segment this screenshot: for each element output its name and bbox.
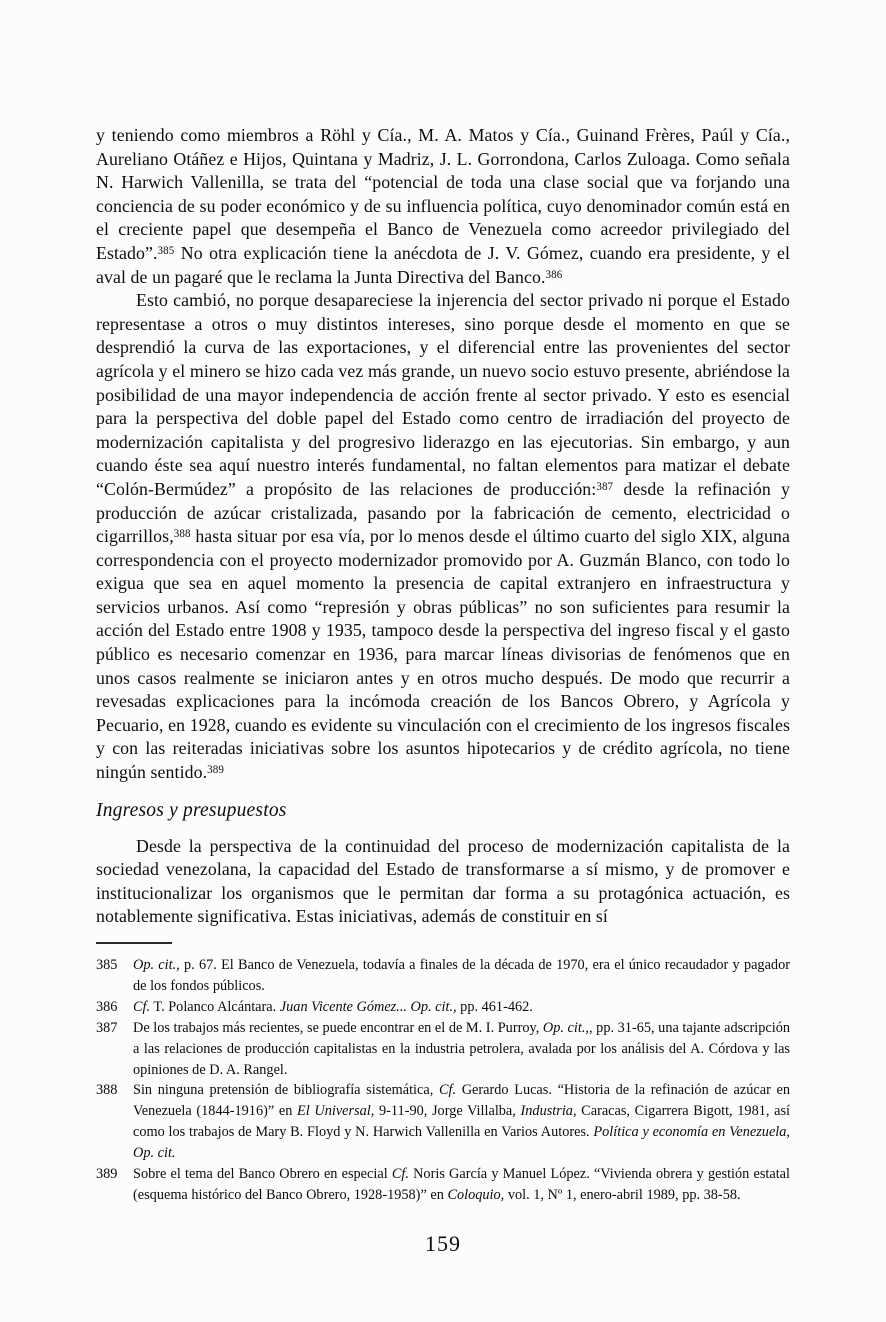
footnote xyxy=(96,1018,790,1081)
body-paragraph: Desde la perspectiva de la continuidad del proceso de modernización capitalista de la sociedad venezolana, la capacidad del Estado de transformarse a sí mismo, y de promover e institucionalizar los organismos que le permitan dar forma a su protagónica actuación, es notablemente significativa. Estas iniciativas, además de constituir en sí xyxy=(96,835,790,927)
body-paragraph: y teniendo como miembros a Röhl y Cía., M. A. Matos y Cía., Guinand Frères, Paúl y Cía., Aureliano Otáñez e Hijos, Quintana y Madriz, J. L. Gorrondona, Carlos Zuloaga. Como señala N. Harwich Vallenilla, se trata del “potencial de toda una clase social que va forjando una conciencia de su poder económico y de su influencia política, cuyo denominador común está en el creciente papel que desempeña el Banco de Venezuela como acreedor privilegiado del Estado”.$^{385}$ No otra explicación tiene la anécdota de J. V. Gómez, cuando era presidente, y el aval de un pagaré que le reclama la Junta Directiva del Banco.$^{386}$ xyxy=(96,125,790,287)
footnote-separator xyxy=(96,942,172,944)
footnote xyxy=(96,1164,790,1206)
footnote-text: Op. cit., p. 67. El Banco de Venezuela, todavía a finales de la década de 1970, era el único recaudador y pagador de los fondos públicos. xyxy=(133,957,790,994)
footnote-text: Sin ninguna pretensión de bibliografía sistemática, Cf. Gerardo Lucas. “Historia de la refinación de azúcar en Venezuela (1844-1916)” en El Universal, 9-11-90, Jorge Villalba, Industria, Caracas, Cigarrera Bigott, 1981, así como los trabajos de Mary B. Floyd y N. Harwich Vallenilla en Varios Autores. Política y economía en Venezuela, Op. cit. xyxy=(133,1082,790,1162)
body-paragraph: Esto cambió, no porque desapareciese la injerencia del sector privado ni porque el Estado representase a otros o muy distintos intereses, sino porque desde el momento en que se desprendió la curva de las exportaciones, y el diferencial entre las provenientes del sector agrícola y el minero se hizo cada vez más grande, un nuevo socio estuvo presente, abriéndose la posibilidad de una mayor independencia de acción frente al sector privado. Y esto es esencial para la perspectiva del doble papel del Estado como centro de irradiación del proyecto de modernización capitalista y del progresivo liderazgo en las ejecutorias. Sin embargo, y aun cuando éste sea aquí nuestro interés fundamental, no faltan elementos para matizar el debate “Colón-Bermúdez” a propósito de las relaciones de producción:$^{387}$ desde la refinación y producción de azúcar cristalizada, pasando por la fabricación de cemento, electricidad o cigarrillos,$^{388}$ hasta situar por esa vía, por lo menos desde el último cuarto del siglo XIX, alguna correspondencia con el proyecto modernizador promovido por A. Guzmán Blanco, con todo lo exigua que sea en aquel momento la presencia de capital extranjero en infraestructura y servicios urbanos. Así como “represión y obras públicas” no son suficientes para resumir la acción del Estado entre 1908 y 1935, tampoco desde la perspectiva del ingreso fiscal y el gasto público es necesario comenzar en 1936, para marcar líneas divisorias de fenómenos que en unos casos realmente se iniciaron antes y en otros mucho después. De modo que recurrir a revesadas explicaciones para la incómoda creación de los Bancos Obrero, y Agrícola y Pecuario, en 1928, cuando es evidente su vinculación con el crecimiento de los ingresos fiscales y con las reiteradas iniciativas sobre los asuntos hipotecarios y de crédito agrícola, no tiene ningún sentido.$^{389}$ xyxy=(96,290,790,783)
text-column xyxy=(96,124,790,1206)
footnote-number: 387 xyxy=(96,1019,118,1036)
footnote-text: Sobre el tema del Banco Obrero en especial Cf. Noris García y Manuel López. “Vivienda obrera y gestión estatal (esquema histórico del Banco Obrero, 1928-1958)” en Coloquio, vol. 1, Nº 1, enero-abril 1989, pp. 38-58. xyxy=(133,1166,790,1203)
footnotes-section xyxy=(96,942,790,1206)
footnote xyxy=(96,1080,790,1164)
footnote-text: Cf. T. Polanco Alcántara. Juan Vicente Gómez... Op. cit., pp. 461-462. xyxy=(133,998,533,1015)
footnote xyxy=(96,997,790,1018)
section-heading: Ingresos y presupuestos xyxy=(96,799,287,821)
footnote-number: 388 xyxy=(96,1082,118,1099)
footnote-number: 389 xyxy=(96,1166,118,1183)
footnote-text: De los trabajos más recientes, se puede encontrar en el de M. I. Purroy, Op. cit.,, pp. 31-65, una tajante adscripción a las relaciones de producción capitalistas en la industria petrolera, avalada por los análisis del A. Córdova y las opiniones de D. A. Rangel. xyxy=(133,1019,791,1078)
footnote xyxy=(96,955,790,997)
footnote-number: 385 xyxy=(96,957,118,973)
footnote-number: 386 xyxy=(96,998,118,1015)
page-number: 159 xyxy=(425,1231,461,1256)
